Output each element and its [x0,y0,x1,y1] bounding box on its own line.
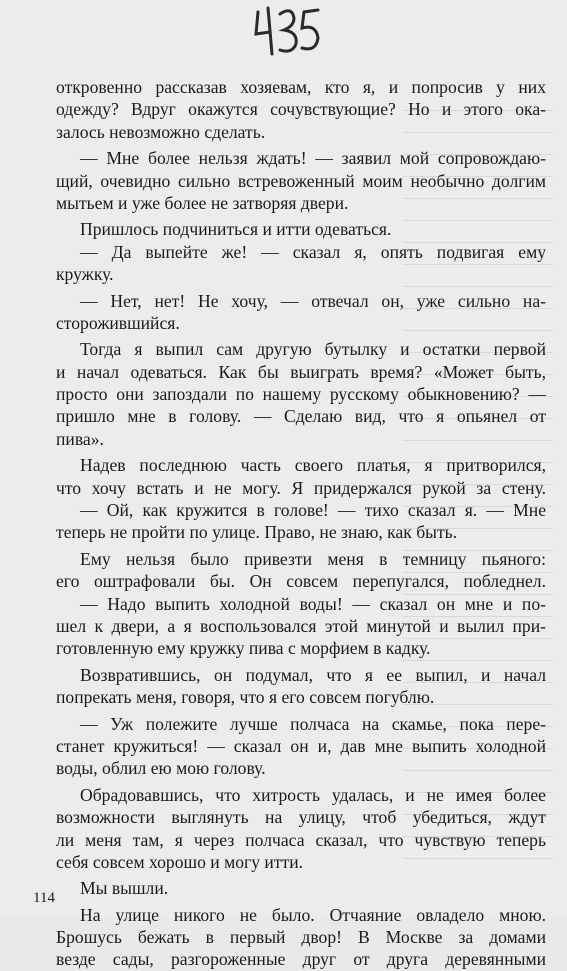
text-line: — Надо выпить холодной воды! — сказал он мне и по- [80,593,546,614]
text-line: что хочу встать и не могу. Я придержался рукой за стену. [56,477,546,498]
text-line: Обрадовавшись, что хитрость удалась, и не имея более [80,784,546,805]
text-line: — Нет, нет! Не хочу, — отвечал он, уже сильно на- [80,290,546,311]
text-line: Возвратившись, он подумал, что я ее выпил, и начал [80,664,546,685]
text-line: — Мне более нельзя ждать! — заявил мой сопровождаю- [80,148,546,169]
body-text [56,76,546,971]
text-line: просто они запоздали по нашему русскому обыкновению? — [56,384,546,405]
text-line: Брошусь бежать в первый двор! В Москве за домами [56,927,546,948]
text-line: кружку. [56,264,114,285]
text-line: Мы вышли. [80,878,169,899]
text-line: Надев последнюю часть своего платья, я притворился, [80,455,546,476]
page-number: 114 [33,890,55,906]
text-line: попрекать меня, говоря, что я его совсем погублю. [56,687,435,708]
text-line: пришло мне в голову. — Сделаю вид, что я опьянел от [56,406,546,427]
text-line: сторожившийся. [56,312,180,333]
text-line: и начал одеваться. Как бы выиграть время? «Может быть, [56,361,546,382]
text-line: шел к двери, а я воспользовался этой минутой и вылил при- [56,615,546,636]
text-line: залось невозможно сделать. [56,121,266,142]
handwritten-page-mark [252,2,326,62]
text-line: станет кружиться! — сказал он и, дав мне выпить холодной [56,735,546,756]
text-line: На улице никого не было. Отчаяние овладело мною. [80,904,546,925]
text-line: себя совсем хорошо и могу итти. [56,851,304,872]
text-line: воды, облил ею мою голову. [56,758,266,779]
text-line: ли меня там, я через полчаса сказал, что чувствую теперь [56,829,546,850]
text-line: Пришлось подчиниться и итти одеваться. [80,219,392,240]
text-line: готовленную ему кружку пива с морфием в кадку. [56,638,431,659]
text-line: возможности выглянуть на улицу, чтоб убедиться, ждут [56,807,546,828]
text-line: одежду? Вдруг окажутся сочувствующие? Но и этого ока- [56,99,546,120]
text-line: — Уж полежите лучше полчаса на скамье, пока пере- [80,713,546,734]
text-line: мытьем и уже более не затворяя двери. [56,192,349,213]
text-line: Тогда я выпил сам другую бутылку и остатки первой [80,339,546,360]
text-line: его оштрафовали бы. Он совсем перепугался, побледнел. [56,571,546,592]
text-line: — Ой, как кружится в голове! — тихо сказал я. — Мне [80,500,546,521]
text-line: Ему нельзя было привезти меня в темницу пьяного: [80,548,546,569]
text-line: везде сады, разгороженные друг от друга деревянными [56,949,546,970]
text-line: — Да выпейте же! — сказал я, опять подвигая ему [80,241,546,262]
text-line: щий, очевидно сильно встревоженный моим необычно долгим [56,170,546,191]
text-line: откровенно рассказав хозяевам, кто я, и попросив у них [56,77,546,97]
text-line: пива». [56,428,104,449]
text-line: теперь не пройти по улице. Право, не знаю, как быть. [56,522,458,543]
